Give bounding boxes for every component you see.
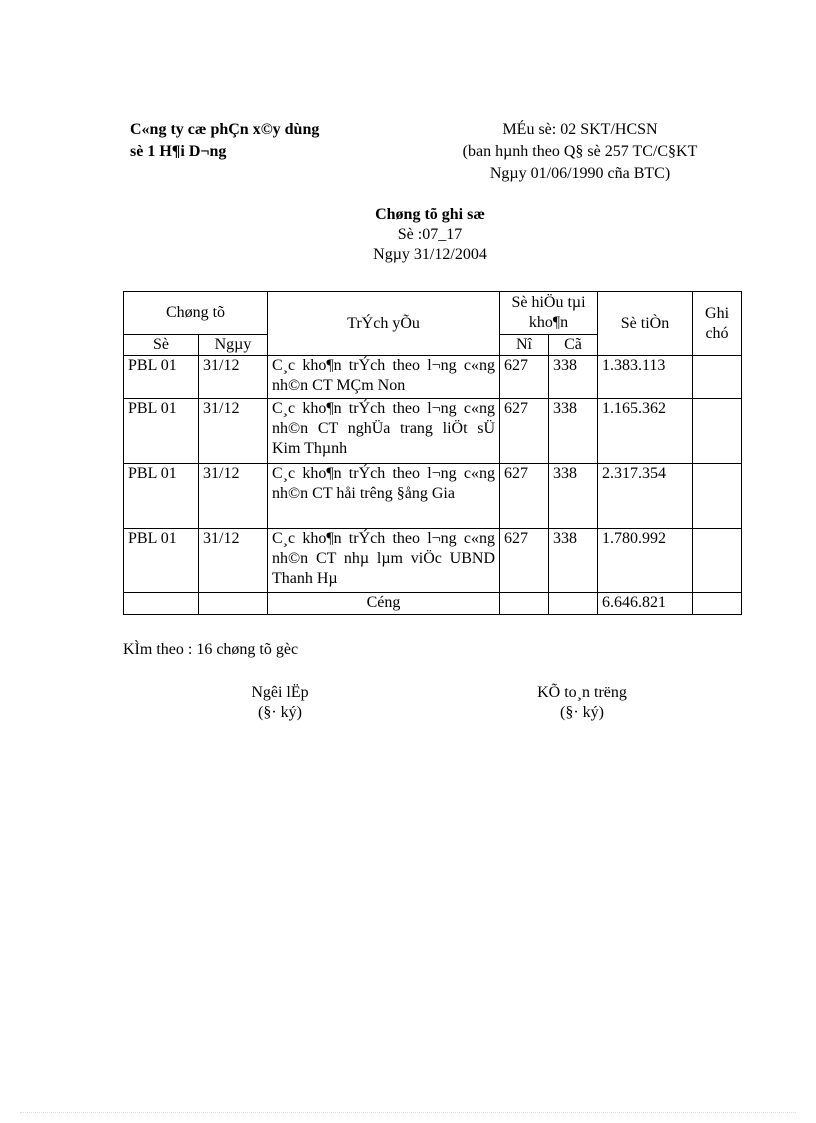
row-amount: 1.165.362: [598, 399, 693, 464]
voucher-table: [123, 291, 742, 615]
row-amount: 1.780.992: [598, 529, 693, 593]
company-line-1: C«ng ty cæ phÇn x©y dùng: [130, 121, 320, 138]
row-voucher-date: 31/12: [199, 464, 268, 529]
row-amount: 2.317.354: [598, 464, 693, 529]
row-note: [693, 464, 742, 529]
preparer-signed-note: (§· ký): [258, 704, 302, 721]
header-debit: Nî: [500, 335, 549, 356]
total-amount: 6.646.821: [598, 593, 693, 615]
header-account: Sè hiÖu tµi kho¶n: [500, 292, 598, 335]
form-issued-date: Ngµy 01/06/1990 cña BTC): [489, 165, 671, 182]
header-voucher-date: Ngµy: [199, 335, 268, 356]
row-summary: C¸c kho¶n trÝch theo l¬ng c«ng nh©n CT nghÜa trang liÖt sÜ Kim Thµnh: [268, 399, 500, 464]
form-issued-by: (ban hµnh theo Q§ sè 257 TC/C§KT: [462, 143, 698, 160]
header-summary: TrÝch yÕu: [268, 292, 500, 356]
total-label: Céng: [268, 593, 500, 615]
preparer-signature: [180, 683, 380, 723]
row-voucher-no: PBL 01: [124, 399, 199, 464]
row-voucher-date: 31/12: [199, 529, 268, 593]
document-number: Sè :07_17: [397, 226, 463, 243]
table-row: [124, 464, 742, 529]
row-debit: 627: [500, 356, 549, 399]
row-credit: 338: [549, 399, 598, 464]
header-note: Ghi chó: [693, 292, 742, 356]
row-amount: 1.383.113: [598, 356, 693, 399]
document-date: Ngµy 31/12/2004: [373, 246, 487, 263]
form-number: MÉu sè: 02 SKT/HCSN: [502, 121, 658, 138]
form-reference: [420, 119, 740, 185]
row-debit: 627: [500, 399, 549, 464]
row-voucher-no: PBL 01: [124, 356, 199, 399]
header-amount: Sè tiÒn: [598, 292, 693, 356]
header-credit: Cã: [549, 335, 598, 356]
document-title: Chøng tõ ghi sæ: [375, 206, 485, 223]
row-credit: 338: [549, 529, 598, 593]
row-debit: 627: [500, 529, 549, 593]
row-credit: 338: [549, 464, 598, 529]
row-voucher-date: 31/12: [199, 399, 268, 464]
table-row: [124, 399, 742, 464]
accountant-title: KÕ to¸n trëng: [537, 684, 627, 701]
preparer-title: Ngêi lËp: [251, 684, 309, 701]
table-row: [124, 356, 742, 399]
row-note: [693, 356, 742, 399]
company-line-2: sè 1 H¶i D¬ng: [130, 143, 227, 160]
document-title-block: [280, 205, 580, 265]
row-summary: C¸c kho¶n trÝch theo l¬ng c«ng nh©n CT håi trêng §ång Gia: [268, 464, 500, 529]
table-row: [124, 529, 742, 593]
row-summary: C¸c kho¶n trÝch theo l¬ng c«ng nh©n CT nhµ lµm viÖc UBND Thanh Hµ: [268, 529, 500, 593]
company-name: [130, 119, 319, 163]
accountant-signature: [482, 683, 682, 723]
row-voucher-no: PBL 01: [124, 464, 199, 529]
accountant-signed-note: (§· ký): [560, 704, 604, 721]
row-note: [693, 529, 742, 593]
row-voucher-no: PBL 01: [124, 529, 199, 593]
header-voucher: Chøng tõ: [124, 292, 268, 335]
header-voucher-no: Sè: [124, 335, 199, 356]
row-debit: 627: [500, 464, 549, 529]
row-note: [693, 399, 742, 464]
attachment-note: KÌm theo : 16 chøng tõ gèc: [123, 641, 299, 658]
row-voucher-date: 31/12: [199, 356, 268, 399]
total-row: [124, 593, 742, 615]
row-summary: C¸c kho¶n trÝch theo l¬ng c«ng nh©n CT MÇm Non: [268, 356, 500, 399]
row-credit: 338: [549, 356, 598, 399]
page-bottom-divider: [20, 1112, 796, 1113]
